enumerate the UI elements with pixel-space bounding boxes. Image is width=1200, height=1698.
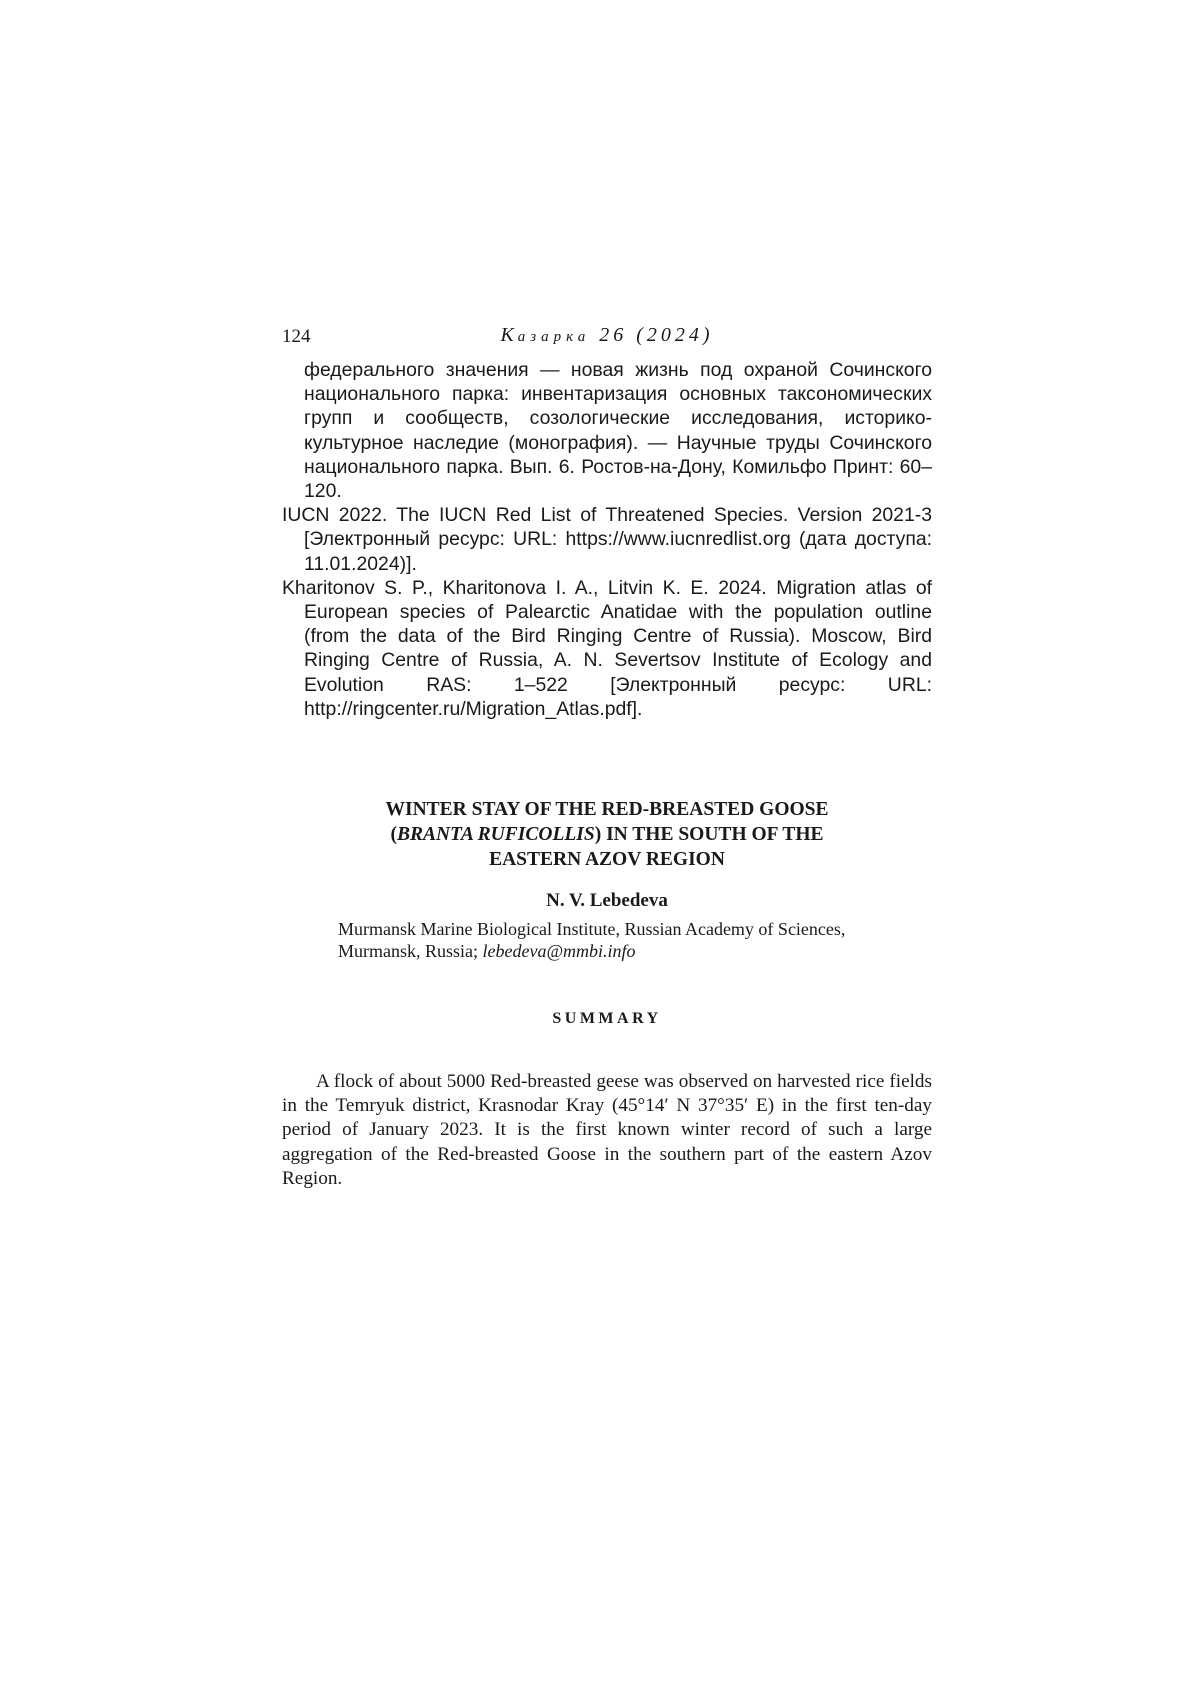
journal-title — [282, 324, 932, 347]
species-name: BRANTA RUFICOLLIS — [397, 824, 595, 845]
page — [282, 318, 932, 1210]
reference-continued: федерального значения — новая жизнь под охраной Сочинского национального парка: инвентаризация основных таксономических групп и сообществ, созологические исследования, историко-культурное наследие (монография). — Научные труды Сочинского национального парка. Вып. 6. Ростов-на-Дону, Комильфо Принт: 60–120. — [282, 358, 932, 503]
author-email: lebedeva@mmbi.info — [483, 941, 636, 961]
article-title-line2: (BRANTA RUFICOLLIS) IN THE SOUTH OF THE — [282, 822, 932, 847]
author-affiliation — [338, 918, 932, 962]
reference-list — [282, 358, 932, 721]
article-title-line3: EASTERN AZOV REGION — [282, 847, 932, 872]
article-title-line1: WINTER STAY OF THE RED-BREASTED GOOSE — [282, 797, 932, 822]
reference-item-iucn: IUCN 2022. The IUCN Red List of Threatened Species. Version 2021-3 [Электронный ресурс: URL: https://www.iucnredlist.org (дата доступа: 11.01.2024)]. — [282, 503, 932, 576]
affiliation-text: Murmansk Marine Biological Institute, Russian Academy of Sciences, Murmansk, Russia; — [338, 919, 845, 961]
journal-volume: 26 (2024) — [599, 324, 713, 346]
running-head — [282, 318, 932, 354]
article-title — [282, 797, 932, 872]
journal-title-rest: азарка — [518, 329, 591, 345]
page-number: 124 — [282, 326, 311, 348]
author-name: N. V. Lebedeva — [282, 890, 932, 912]
summary-heading: SUMMARY — [282, 1010, 932, 1028]
journal-title-initial: К — [500, 324, 517, 346]
reference-item-kharitonov: Kharitonov S. P., Kharitonova I. A., Litvin K. E. 2024. Migration atlas of European species of Palearctic Anatidae with the population outline (from the data of the Bird Ringing Centre of Russia). Moscow, Bird Ringing Centre of Russia, A. N. Severtsov Institute of Ecology and Evolution RAS: 1–522 [Электронный ресурс: URL: http://ringcenter.ru/Migration_Atlas.pdf]. — [282, 576, 932, 721]
summary-text: A flock of about 5000 Red-breasted geese was observed on harvested rice fields in the Temryuk district, Krasnodar Kray (45°14′ N 37°35′ E) in the first ten-day period of January 2023. It is the first known winter record of such a large aggregation of the Red-breasted Goose in the southern part of the eastern Azov Region. — [282, 1070, 932, 1191]
